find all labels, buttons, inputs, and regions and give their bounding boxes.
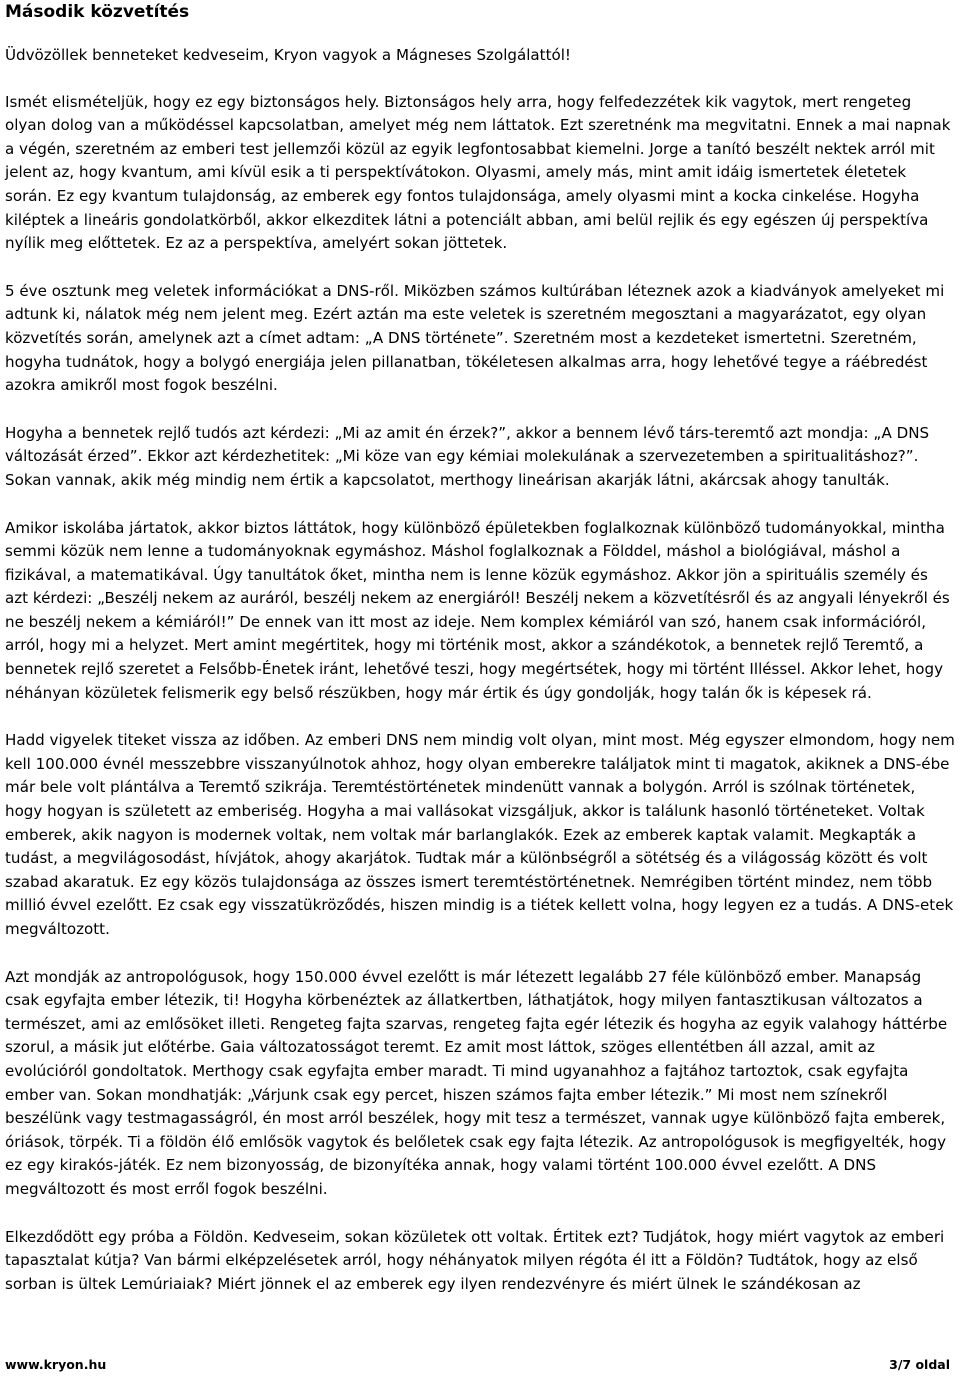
paragraph-3: Hogyha a bennetek rejlő tudós azt kérdezi: „Mi az amit én érzek?”, akkor a bennem lévő társ-teremtő azt mondja: „A DNS változását érzed”. Ekkor azt kérdezhetitek: „Mi köze van egy kémiai molekulának a szervezetemben a spiritualitáshoz?”. Sokan vannak, akik még mindig nem értik a kapcsolatot, merthogy lineárisan akarják látni, akárcsak ahogy tanulták.: [5, 423, 930, 489]
paragraph-4: Amikor iskolába jártatok, akkor biztos láttátok, hogy különböző épületekben foglalkoznak különböző tudományokkal, mintha semmi közük nem lenne a tudományoknak egymáshoz. Máshol foglalkoznak a Földdel, máshol a biológiával, máshol a fizikával, a matematikával. Úgy tanultátok őket, mintha nem is lenne közük egymáshoz. Akkor jön a spirituális személy és azt kérdezi: „Beszélj nekem az auráról, beszélj nekem az energiáról! Beszélj nekem a közvetítésről és az angyali lényekről és ne beszélj nekem a kémiáról!” De ennek van itt most az ideje. Nem komplex kémiáról van szó, hanem csak információról, arról, hogy mi a helyzet. Mert amint megértitek, hogy mi történik most, akkor a szándékotok, a bennetek rejlő Teremtő, a bennetek rejlő szeretet a Felsőbb-Énetek iránt, lehetővé teszi, hogy megértsétek, hogy mi történt Illéssel. Akkor lehet, hogy néhányan közületek felismerik egy belső részükben, hogy már értik és úgy gondolják, hogy talán ők is képesek rá.: [5, 518, 950, 702]
footer-website: www.kryon.hu: [5, 1357, 107, 1372]
paragraph-2: 5 éve osztunk meg veletek információkat a DNS-ről. Miközben számos kultúrában léteznek azok a kiadványok amelyeket mi adtunk ki, nálatok még nem jelent meg. Ezért aztán ma este veletek is szeretném megosztani a magyarázatot, egy olyan közvetítés során, amelynek azt a címet adtam: „A DNS története”. Szeretném most a kezdeteket ismertetni. Szeretném, hogyha tudnátok, hogy a bolygó energiája jelen pillanatban, tökéletesen alkalmas arra, hogy lehetővé tegye a ráébredést azokra amikről most fogok beszélni.: [5, 281, 945, 395]
paragraph-7: Elkezdődött egy próba a Földön. Kedveseim, sokan közületek ott voltak. Értitek ezt? Tudjátok, hogy miért vagytok az emberi tapasztalat kútja? Van bármi elképzelésetek arról, hogy néhányatok milyen régóta él itt a Földön? Tudtátok, hogy az első sorban is ültek Lemúriaiak? Miért jönnek el az emberek egy ilyen rendezvényre és miért ülnek le szándékosan az: [5, 1227, 945, 1293]
footer-page-number: 3/7 oldal: [889, 1357, 950, 1372]
paragraph-6: Azt mondják az antropológusok, hogy 150.000 évvel ezelőtt is már létezett legalább 27 féle különböző ember. Manapság csak egyfajta ember létezik, ti! Hogyha körbenéztek az állatkertben, láthatjátok, hogy milyen fantasztikusan változatos a természet, ami az emlősöket illeti. Rengeteg fajta szarvas, rengeteg fajta egér létezik és hogyha az egyik valahogy háttérbe szorul, a másik jut előtérbe. Gaia változatosságot teremt. Ez amit most láttok, szöges ellentétben áll azzal, amit az evolúcióról gondoltatok. Merthogy csak egyfajta ember maradt. Ti mind ugyanahhoz a fajtához tartoztok, csak egyfajta ember van. Sokan mondhatják: „Várjunk csak egy percet, hiszen számos fajta ember létezik.” Mi most nem színekről beszélünk vagy testmagasságról, én most arról beszélek, hogy mit tesz a természet, vannak ugye különböző fajta emberek, óriások, törpék. Ti a földön élő emlősök vagytok és belőletek csak egy fajta létezik. Az antropológusok is megfigyelték, hogy ez egy kirakós-játék. Ez nem bizonyosság, de bizonyítéka annak, hogy valami történt 100.000 évvel ezelőtt. A DNS megváltozott és most erről fogok beszélni.: [5, 967, 948, 1198]
document-page: [5, 0, 955, 1296]
paragraph-1: Ismét elismételjük, hogy ez egy biztonságos hely. Biztonságos hely arra, hogy felfedezzétek kik vagytok, mert rengeteg olyan dolog van a működéssel kapcsolatban, amelyet még nem láttatok. Ezt szeretnénk ma megvitatni. Ennek a mai napnak a végén, szeretném az emberi test jellemzői közül az egyik legfontosabbat kiemelni. Jorge a tanító beszélt nektek arról mit jelent az, hogy kvantum, ami kívül esik a ti perspektívátokon. Olyasmi, amely más, mint amit idáig ismertetek életetek során. Ez egy kvantum tulajdonság, az emberek egy fontos tulajdonsága, amely olyasmi mint a kocka cinkelése. Hogyha kiléptek a lineáris gondolatkörből, akkor elkezditek látni a potenciált abban, ami belül rejlik és egy egészen új perspektíva nyílik meg előttetek. Ez az a perspektíva, amelyért sokan jöttetek.: [5, 92, 951, 253]
page-footer: [5, 1357, 950, 1373]
paragraph-5: Hadd vigyelek titeket vissza az időben. Az emberi DNS nem mindig volt olyan, mint most. Még egyszer elmondom, hogy nem kell 100.000 évnél messzebbre visszanyúlnotok ahhoz, hogy olyan emberekre találjatok mint ti magatok, akiknek a DNS-ébe már bele volt plántálva a Teremtő szikrája. Teremtéstörténetek mindenütt vannak a bolygón. Arról is szólnak történetek, hogy hogyan is született az emberiség. Hogyha a mai vallásokat vizsgáljuk, akkor is találunk hasonló történeteket. Voltak emberek, akik nagyon is modernek voltak, nem voltak már barlanglakók. Ezek az emberek kaptak valamit. Megkapták a tudást, a megvilágosodást, hívjátok, ahogy akarjátok. Tudtak már a különbségről a sötétség és a világosság között és volt szabad akaratuk. Ez egy közös tulajdonsága az összes ismert teremtéstörténetnek. Nemrégiben történt mindez, nem több millió évvel ezelőtt. Ez csak egy visszatükröződés, hiszen mindig is a tiétek kellett volna, hogy legyen ez a tudás. A DNS-etek megváltozott.: [5, 731, 955, 938]
page-title: Második közvetítés: [5, 2, 190, 22]
greeting-line: Üdvözöllek benneteket kedveseim, Kryon vagyok a Mágneses Szolgálattól!: [5, 46, 571, 64]
